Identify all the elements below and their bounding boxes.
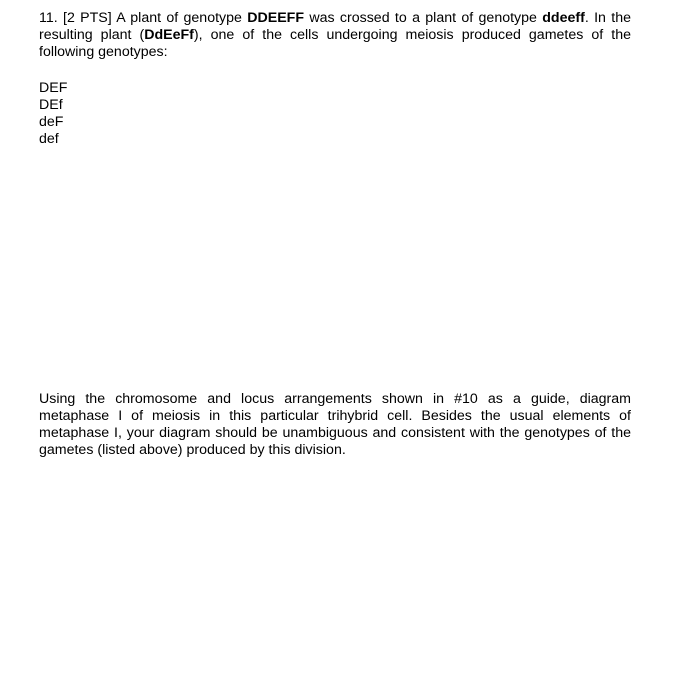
parent1-genotype: DDEEFF (247, 10, 304, 26)
question-text-d: ), one of the cells undergoing meiosis produced gametes of the following genotypes: (39, 27, 632, 60)
question-text-a: A plant of genotype (116, 10, 242, 26)
question-text-c: . In the resulting plant ( (39, 10, 631, 43)
question-text-b: was crossed to a plant of genotype (309, 10, 537, 26)
gamete-genotype: def (39, 131, 59, 147)
question-paragraph (39, 10, 631, 61)
gamete-genotype: DEf (39, 97, 63, 113)
gamete-genotype: deF (39, 114, 64, 130)
question-number: 11. (39, 10, 58, 26)
gamete-genotype: DEF (39, 80, 68, 96)
parent2-genotype: ddeeff (542, 10, 585, 26)
question-points: [2 PTS] (63, 10, 112, 26)
hybrid-genotype: DdEeFf (144, 27, 194, 43)
gamete-list (39, 80, 67, 148)
instructions-paragraph: Using the chromosome and locus arrangements shown in #10 as a guide, diagram metaphase I of meiosis in this particular trihybrid cell. Besides the usual elements of metaphase I, your diagram should be unambiguous and consistent with the genotypes of the gametes (listed above) produced by this division. (39, 391, 631, 458)
